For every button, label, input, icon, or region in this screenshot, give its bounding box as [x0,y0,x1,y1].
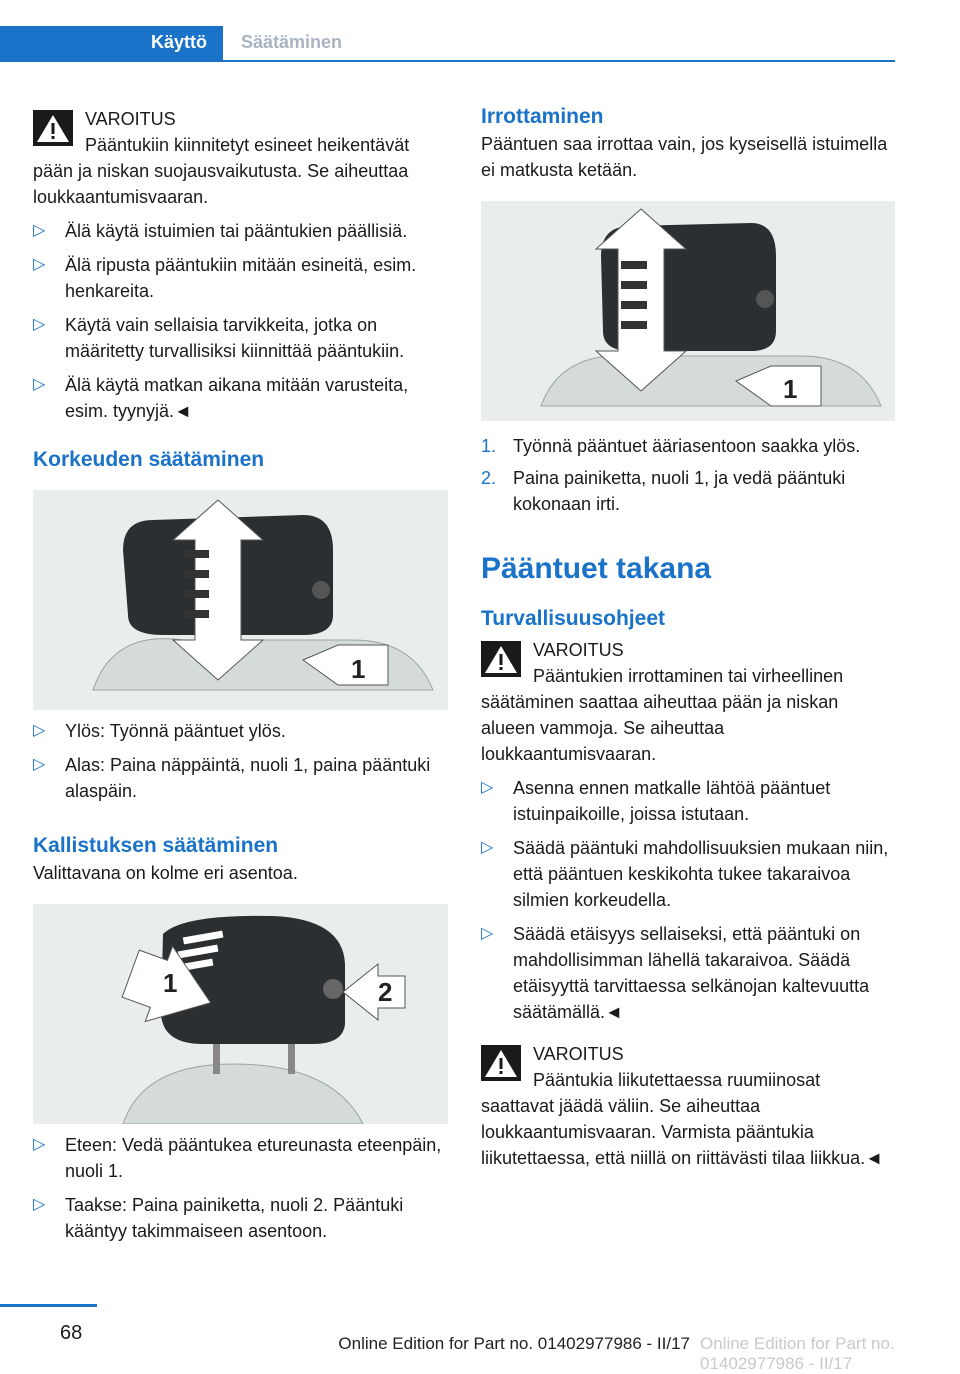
tab-saataminen[interactable]: Säätäminen [223,26,895,62]
headrest-tilt-illustration [33,904,448,1124]
triangle-bullet-icon: ▷ [481,839,494,856]
safety-heading: Turvallisuusohjeet [481,607,665,630]
watermark: Online Edition for Part no. 01402977986 - II/17 [700,1334,895,1373]
list-item: ▷ Älä käytä istuimien tai pääntukien päällisiä. [33,218,448,244]
callout-1: 1 [783,374,798,404]
warning-block-1 [33,106,448,210]
list-item: ▷ Taakse: Paina painiketta, nuoli 2. Pääntuki kääntyy takimmaiseen asentoon. [33,1192,448,1244]
warning-title: VAROITUS [85,109,176,129]
triangle-bullet-icon: ▷ [33,1196,46,1213]
headrest-height-drawing [33,490,448,710]
headrest-removal-illustration [481,201,895,421]
removal-intro: Pääntuen saa irrottaa vain, jos kyseisellä istuimella ei matkusta ketään. [481,134,888,180]
edition-text: Online Edition for Part no. 01402977986 - II/17 [338,1334,690,1353]
list-item: ▷ Ylös: Työnnä pääntuet ylös. [33,718,448,744]
triangle-bullet-icon: ▷ [33,756,46,773]
tilt-adjust-heading: Kallistuksen säätäminen [33,834,279,857]
warning-icon [481,641,521,677]
warning-text: pään ja niskan suojausvaikutusta. Se aiheuttaa loukkaantumisvaaran. [33,161,409,207]
right-column [481,103,895,1171]
tab-kaytto[interactable]: Käyttö [0,26,223,62]
list-item: ▷ Säädä etäisyys sellaiseksi, että pääntuki on mahdollisimman lähellä takaraivoa. Säädä etäisyyttä tarvittaessa selkänojan kaltevuutta säätämällä.◄ [481,921,895,1025]
footer-divider [0,1304,97,1307]
warning-text-line1: Pääntukia liikutettaessa ruumiinosat [533,1070,821,1090]
left-column [33,106,448,1244]
removal-steps [481,433,895,517]
tilt-intro: Valittavana on kolme eri asentoa. [33,863,298,883]
triangle-bullet-icon: ▷ [33,722,46,739]
warning-text-line1: Pääntukiin kiinnitetyt esineet heikentävät [85,135,410,155]
list-item: ▷ Älä käytä matkan aikana mitään varusteita, esim. tyynyjä.◄ [33,372,448,424]
headrest-tilt-drawing [33,904,448,1124]
warning-title: VAROITUS [533,640,624,660]
bullet-list-1 [33,218,448,424]
list-item: ▷ Säädä pääntuki mahdollisuuksien mukaan niin, että pääntuen keskikohta tukee takaraivoa silmien korkeudella. [481,835,895,913]
headrest-height-illustration [33,490,448,710]
triangle-bullet-icon: ▷ [481,925,494,942]
list-item: ▷ Alas: Paina näppäintä, nuoli 1, paina pääntuki alaspäin. [33,752,448,804]
step-number: 1. [481,436,497,456]
triangle-bullet-icon: ▷ [33,1136,46,1153]
list-item: ▷ Älä ripusta pääntukiin mitään esineitä, esim. henkareita. [33,252,448,304]
warning-text: säätäminen saattaa aiheuttaa pään ja niskan alueen vammoja. Se aiheuttaa loukkaantumisvaaran. [481,692,839,764]
triangle-bullet-icon: ▷ [33,256,46,273]
rear-headrests-heading: Pääntuet takana [481,552,712,585]
callout-1: 1 [163,968,178,998]
headrest-removal-drawing [481,201,895,421]
header-divider [0,60,895,62]
step-number: 2. [481,468,497,488]
triangle-bullet-icon: ▷ [33,376,46,393]
list-item: ▷ Eteen: Vedä pääntukea etureunasta eteenpäin, nuoli 1. [33,1132,448,1184]
list-item: 2. Paina painiketta, nuoli 1, ja vedä pääntuki kokonaan irti. [481,465,895,517]
warning-icon [481,1045,521,1081]
triangle-bullet-icon: ▷ [33,222,46,239]
bullet-list-3 [33,1132,448,1244]
warning-text: saattavat jäädä väliin. Se aiheuttaa loukkaantumisvaaran. Varmista pääntukia liikutettaessa, että niillä on riittävästi tilaa liikkua.◄ [481,1096,883,1168]
callout-2: 2 [378,977,393,1007]
page-number: 68 [60,1322,83,1344]
removal-heading: Irrottaminen [481,105,604,128]
warning-block-2 [481,637,895,767]
warning-icon [33,110,73,146]
triangle-bullet-icon: ▷ [481,779,494,796]
list-item: ▷ Asenna ennen matkalle lähtöä pääntuet istuinpaikoille, joissa istutaan. [481,775,895,827]
warning-block-3 [481,1041,895,1171]
bullet-list-2 [33,718,448,804]
list-item: 1. Työnnä pääntuet ääriasentoon saakka ylös. [481,433,895,459]
list-item: ▷ Käytä vain sellaisia tarvikkeita, jotka on määritetty turvallisiksi kiinnittää pääntukiin. [33,312,448,364]
warning-text-line1: Pääntukien irrottaminen tai virheellinen [533,666,844,686]
header-tabs [0,0,960,62]
bullet-list-4 [481,775,895,1025]
height-adjust-heading: Korkeuden säätäminen [33,448,265,471]
warning-title: VAROITUS [533,1044,624,1064]
triangle-bullet-icon: ▷ [33,316,46,333]
callout-1: 1 [351,654,366,684]
